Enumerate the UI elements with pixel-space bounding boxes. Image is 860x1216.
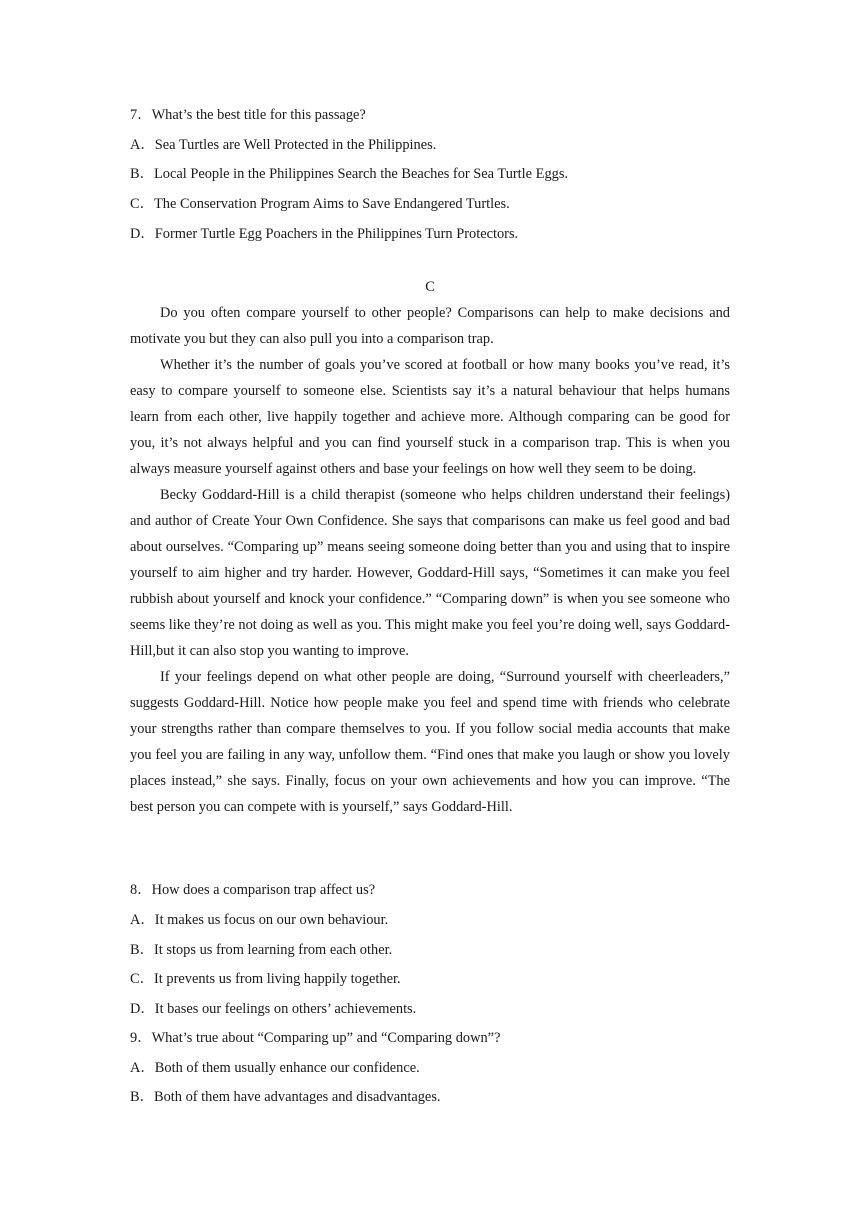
passage-paragraph: Whether it’s the number of goals you’ve scored at football or how many books you’ve read, it’s easy to compare yourself to someone else. Scientists say it’s a natural behaviour that helps humans learn from each other, live happily together and achieve more. Although comparing can be good for you, it’s not always helpful and you can find yourself stuck in a comparison trap. This is when you always measure yourself against others and base your feelings on how well they seem to be doing. bbox=[130, 357, 730, 477]
passage-c bbox=[130, 300, 730, 820]
q7-option-a: A．Sea Turtles are Well Protected in the Philippines. bbox=[130, 137, 437, 153]
section-heading: C bbox=[425, 279, 435, 295]
q8-option-c: C．It prevents us from living happily together. bbox=[130, 971, 401, 987]
q9-option-a: A．Both of them usually enhance our confidence. bbox=[130, 1060, 420, 1076]
passage-paragraph: If your feelings depend on what other people are doing, “Surround yourself with cheerleaders,” suggests Goddard-Hill. Notice how people make you feel and spend time with friends who celebrate your strengths rather than compare themselves to you. If you follow social media accounts that make you feel you are failing in any way, unfollow them. “Find ones that make you laugh or show you lovely places instead,” she says. Finally, focus on your own achievements and how you can improve. “The best person you can compete with is yourself,” says Goddard-Hill. bbox=[130, 669, 730, 815]
q8-option-d: D．It bases our feelings on others’ achievements. bbox=[130, 1001, 417, 1017]
passage-paragraph: Do you often compare yourself to other people? Comparisons can help to make decisions and motivate you but they can also pull you into a comparison trap. bbox=[130, 305, 730, 347]
passage-paragraph: Becky Goddard-Hill is a child therapist (someone who helps children understand their feelings) and author of Create Your Own Confidence. She says that comparisons can make us feel good and bad about ourselves. “Comparing up” means seeing someone doing better than you and using that to inspire yourself to aim higher and try harder. However, Goddard-Hill says, “Sometimes it can make you feel rubbish about yourself and knock your confidence.” “Comparing down” is when you see someone who seems like they’re not doing as well as you. This might make you feel you’re doing well, says Goddard-Hill,but it can also stop you wanting to improve. bbox=[130, 487, 730, 659]
question-7: 7．What’s the best title for this passage? bbox=[130, 107, 366, 123]
q9-option-b: B．Both of them have advantages and disadvantages. bbox=[130, 1089, 441, 1105]
q7-option-d: D．Former Turtle Egg Poachers in the Philippines Turn Protectors. bbox=[130, 226, 519, 242]
q8-option-a: A．It makes us focus on our own behaviour. bbox=[130, 912, 389, 928]
q7-option-c: C．The Conservation Program Aims to Save Endangered Turtles. bbox=[130, 196, 510, 212]
question-9: 9．What’s true about “Comparing up” and “Comparing down”? bbox=[130, 1030, 501, 1046]
q8-option-b: B．It stops us from learning from each other. bbox=[130, 942, 393, 958]
question-8: 8．How does a comparison trap affect us? bbox=[130, 882, 376, 898]
q7-option-b: B．Local People in the Philippines Search the Beaches for Sea Turtle Eggs. bbox=[130, 166, 569, 182]
